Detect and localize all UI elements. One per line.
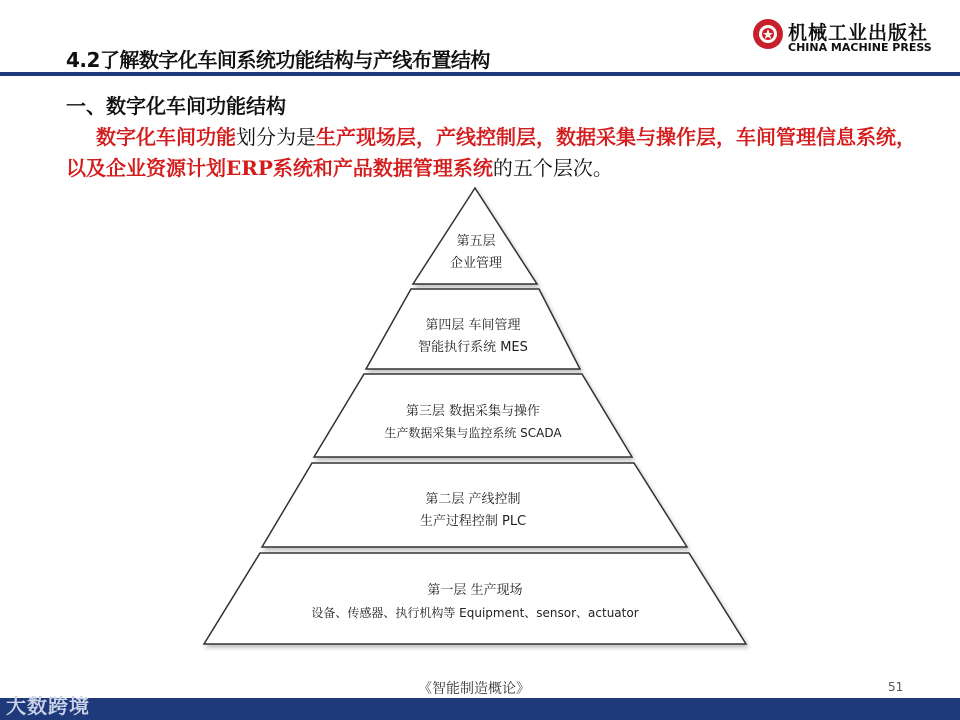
paragraph-text-2: 的五个层次。 [492,156,613,180]
layer-1-line1: 第一层 生产现场 [427,583,523,598]
footer-book-title: 《智能制造概论》 [418,681,530,697]
layer-5-line2: 企业管理 [449,256,503,271]
publisher-name-cn: 机械工业出版社 [788,22,929,44]
bottom-bar [0,698,960,720]
paragraph-text-1: 划分为是 [236,125,316,149]
layer-1-line2: 设备、传感器、执行机构等 Equipment、sensor、actuator [311,606,639,620]
section-heading: 一、数字化车间功能结构 [66,94,286,118]
layer-3-line1: 第三层 数据采集与操作 [405,404,541,419]
paragraph-highlight-2: 生产现场层，产线控制层，数据采集与操作层，车间管理信息系统，以及企业资源计划ERP系统和产品数据管理系统 [66,125,916,180]
layer-4-line1: 第四层 车间管理 [425,318,521,333]
page-title: 4.2了解数字化车间系统功能结构与产线布置结构 [66,48,490,72]
layer-4-line2: 智能执行系统 MES [418,340,528,355]
layer-2-line2: 生产过程控制 PLC [419,514,527,529]
layer-5-line1: 第五层 [456,234,496,249]
publisher-name-en: CHINA MACHINE PRESS [788,41,932,54]
layer-2-line1: 第二层 产线控制 [425,492,521,507]
watermark-text: 大数跨境 [6,694,90,718]
pyramid-layer-1 [204,553,746,644]
layer-3-line2: 生产数据采集与监控系统 SCADA [384,426,562,440]
paragraph-highlight-1: 数字化车间功能 [96,125,236,149]
page-number: 51 [888,680,904,694]
